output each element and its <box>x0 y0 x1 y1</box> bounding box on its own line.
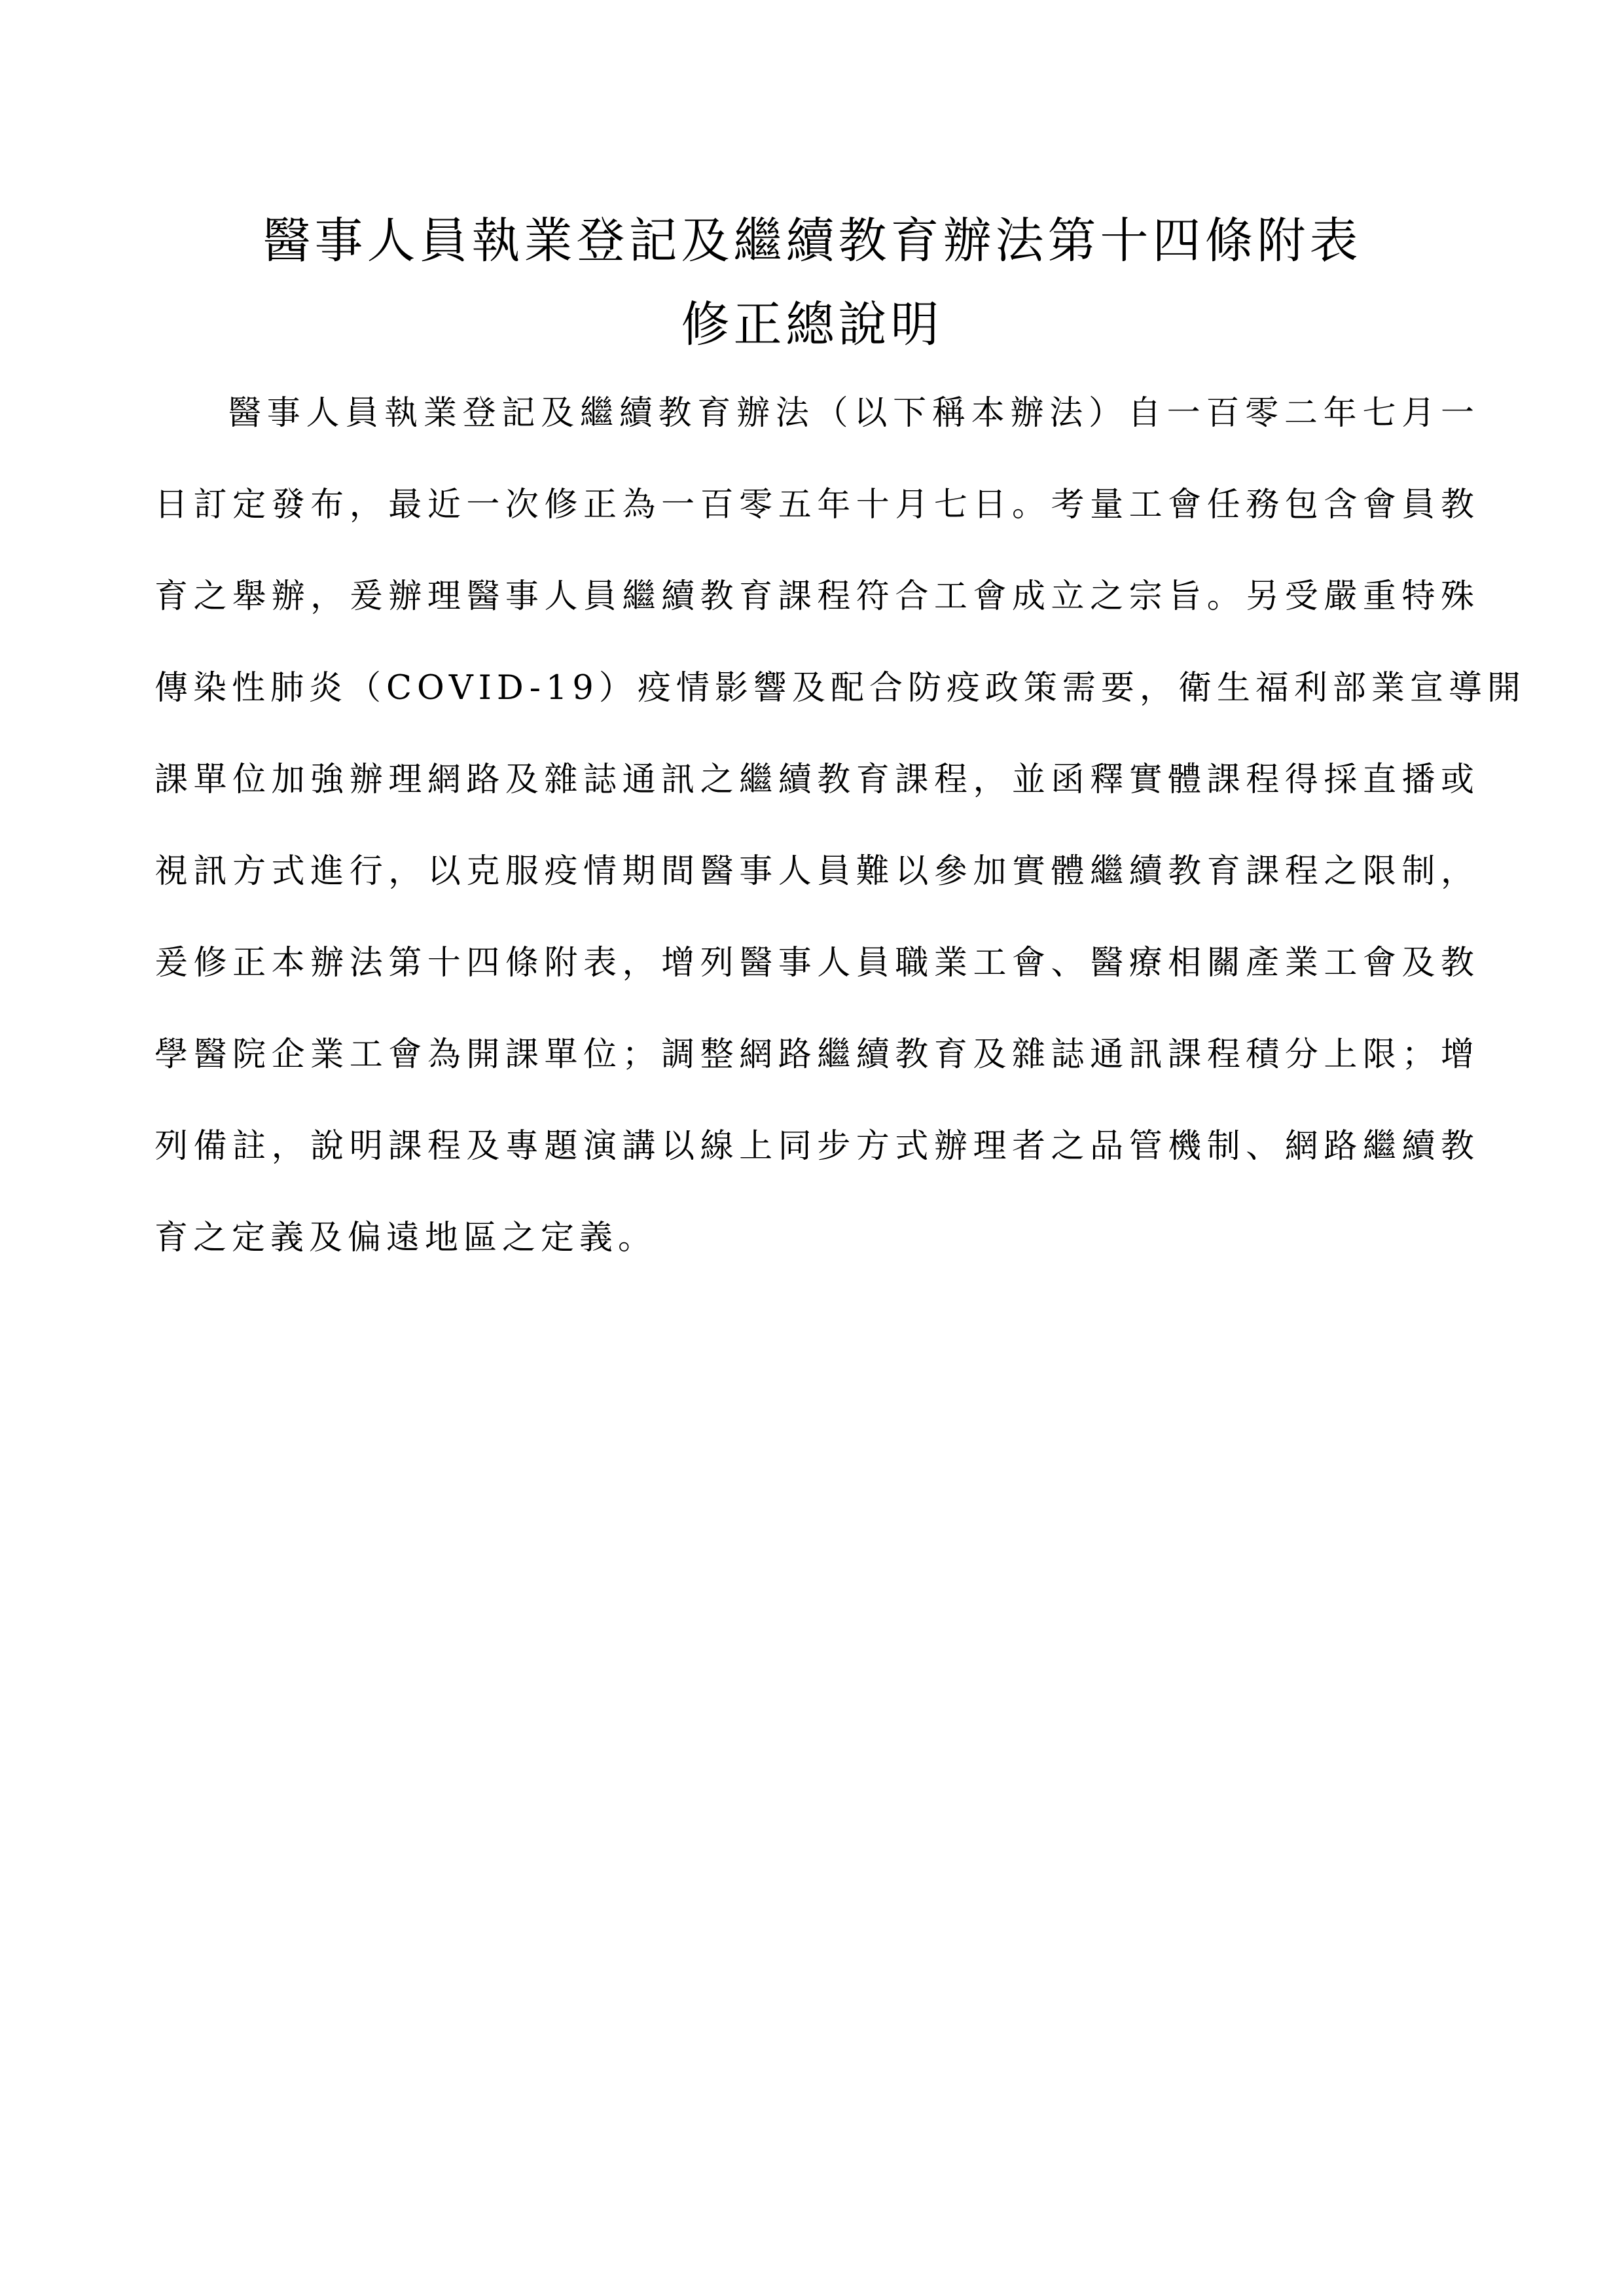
document-body <box>154 368 1526 1284</box>
body-line: 育之定義及偏遠地區之定義。 <box>154 1219 657 1257</box>
body-line: 學醫院企業工會為開課單位；調整網路繼續教育及雜誌通訊課程積分上限；增 <box>154 1035 1479 1074</box>
body-line: 視訊方式進行，以克服疫情期間醫事人員難以參加實體繼續教育課程之限制， <box>154 852 1479 891</box>
body-line: 列備註，說明課程及專題演講以線上同步方式辦理者之品管機制、網路繼續教 <box>154 1127 1479 1166</box>
body-line: 傳染性肺炎（COVID-19）疫情影響及配合防疫政策需要，衛生福利部業宣導開 <box>154 669 1526 708</box>
body-line: 課單位加強辦理網路及雜誌通訊之繼續教育課程，並函釋實體課程得採直播或 <box>154 761 1479 799</box>
body-line: 育之舉辦，爰辦理醫事人員繼續教育課程符合工會成立之宗旨。另受嚴重特殊 <box>154 577 1479 616</box>
body-line: 日訂定發布，最近一次修正為一百零五年十月七日。考量工會任務包含會員教 <box>154 486 1479 524</box>
document-title: 醫事人員執業登記及繼續教育辦法第十四條附表 <box>262 213 1362 269</box>
body-line: 爰修正本辦法第十四條附表，增列醫事人員職業工會、醫療相關產業工會及教 <box>154 944 1479 982</box>
body-line: 醫事人員執業登記及繼續教育辦法（以下稱本辦法）自一百零二年七月一 <box>228 394 1479 433</box>
document-subtitle: 修正總說明 <box>681 296 943 353</box>
